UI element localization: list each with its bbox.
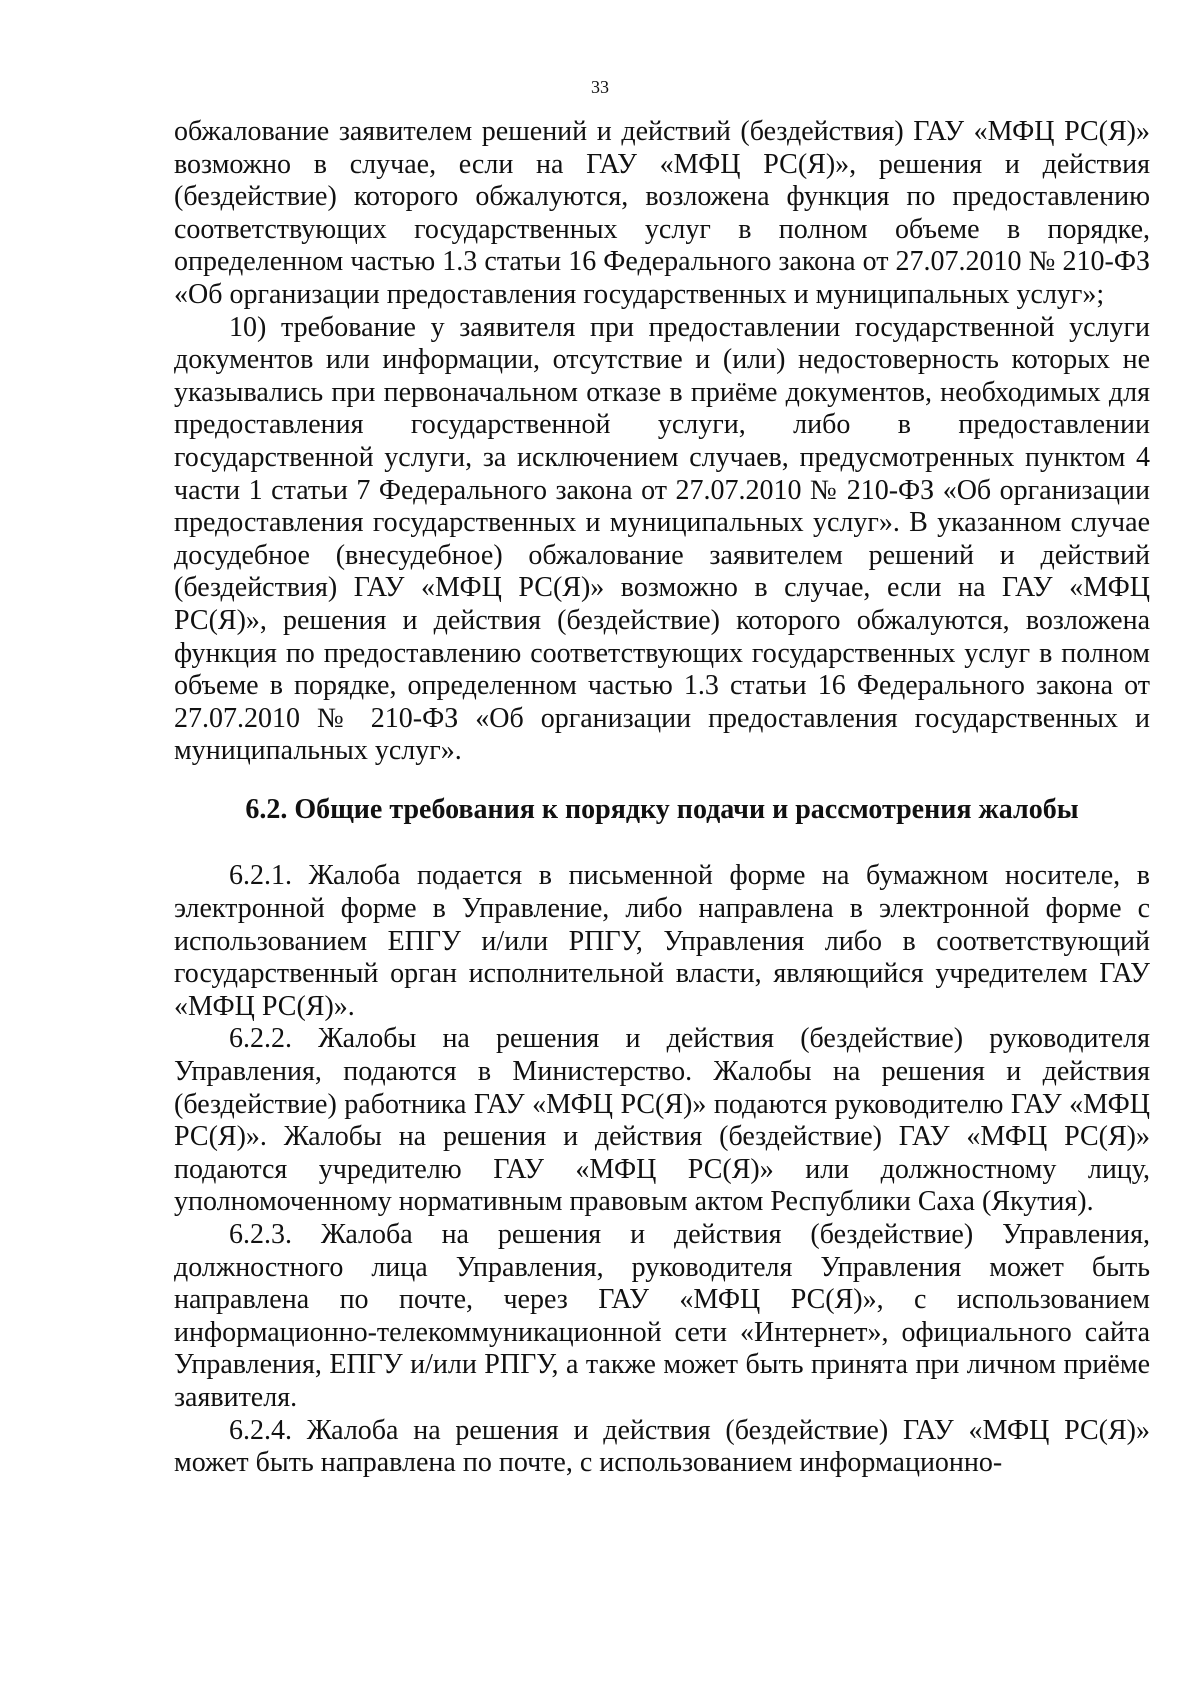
paragraph-6-2-1: 6.2.1. Жалоба подается в письменной форме на бумажном носителе, в электронной форме в Управление, либо направлена в электронной форме с использованием ЕПГУ и/или РПГУ, Управления либо в соответствующий государственный орган исполнительной власти, являющийся учредителем ГАУ «МФЦ РС(Я)». <box>174 860 1150 1022</box>
paragraph-6-2-2: 6.2.2. Жалобы на решения и действия (бездействие) руководителя Управления, подаются в Министерство. Жалобы на решения и действия (бездействие) работника ГАУ «МФЦ РС(Я)» подаются руководителю ГАУ «МФЦ РС(Я)». Жалобы на решения и действия (бездействие) ГАУ «МФЦ РС(Я)» подаются учредителю ГАУ «МФЦ РС(Я)» или должностному лицу, уполномоченному нормативным правовым актом Республики Саха (Якутия). <box>174 1023 1150 1218</box>
paragraph-6-2-3: 6.2.3. Жалоба на решения и действия (бездействие) Управления, должностного лица Управления, руководителя Управления может быть направлена по почте, через ГАУ «МФЦ РС(Я)», с использованием информационно-телекоммуникационной сети «Интернет», официального сайта Управления, ЕПГУ и/или РПГУ, а также может быть принята при личном приёме заявителя. <box>174 1219 1150 1413</box>
page-number: 33 <box>591 77 609 97</box>
document-body <box>174 116 1150 1480</box>
paragraph-item-10: 10) требование у заявителя при предоставлении государственной услуги документов или информации, отсутствие и (или) недостоверность которых не указывались при первоначальном отказе в приёме документов, необходимых для предоставления государственной услуги, либо в предоставлении государственной услуги, за исключением случаев, предусмотренных пунктом 4 части 1 статьи 7 Федерального закона от 27.07.2010 № 210-ФЗ «Об организации предоставления государственных и муниципальных услуг». В указанном случае досудебное (внесудебное) обжалование заявителем решений и действий (бездействия) ГАУ «МФЦ РС(Я)» возможно в случае, если на ГАУ «МФЦ РС(Я)», решения и действия (бездействие) которого обжалуются, возложена функция по предоставлению соответствующих государственных услуг в полном объеме в порядке, определенном частью 1.3 статьи 16 Федерального закона от 27.07.2010 № 210-ФЗ «Об организации предоставления государственных и муниципальных услуг». <box>174 311 1150 767</box>
paragraph-continuation: обжалование заявителем решений и действий (бездействия) ГАУ «МФЦ РС(Я)» возможно в случае, если на ГАУ «МФЦ РС(Я)», решения и действия (бездействие) которого обжалуются, возложена функция по предоставлению соответствующих государственных услуг в полном объеме в порядке, определенном частью 1.3 статьи 16 Федерального закона от 27.07.2010 № 210-ФЗ «Об организации предоставления государственных и муниципальных услуг»; <box>174 116 1150 310</box>
section-heading: 6.2. Общие требования к порядку подачи и рассмотрения жалобы <box>245 793 1079 825</box>
paragraph-6-2-4: 6.2.4. Жалоба на решения и действия (бездействие) ГАУ «МФЦ РС(Я)» может быть направлена по почте, с использованием информационно- <box>174 1414 1150 1479</box>
